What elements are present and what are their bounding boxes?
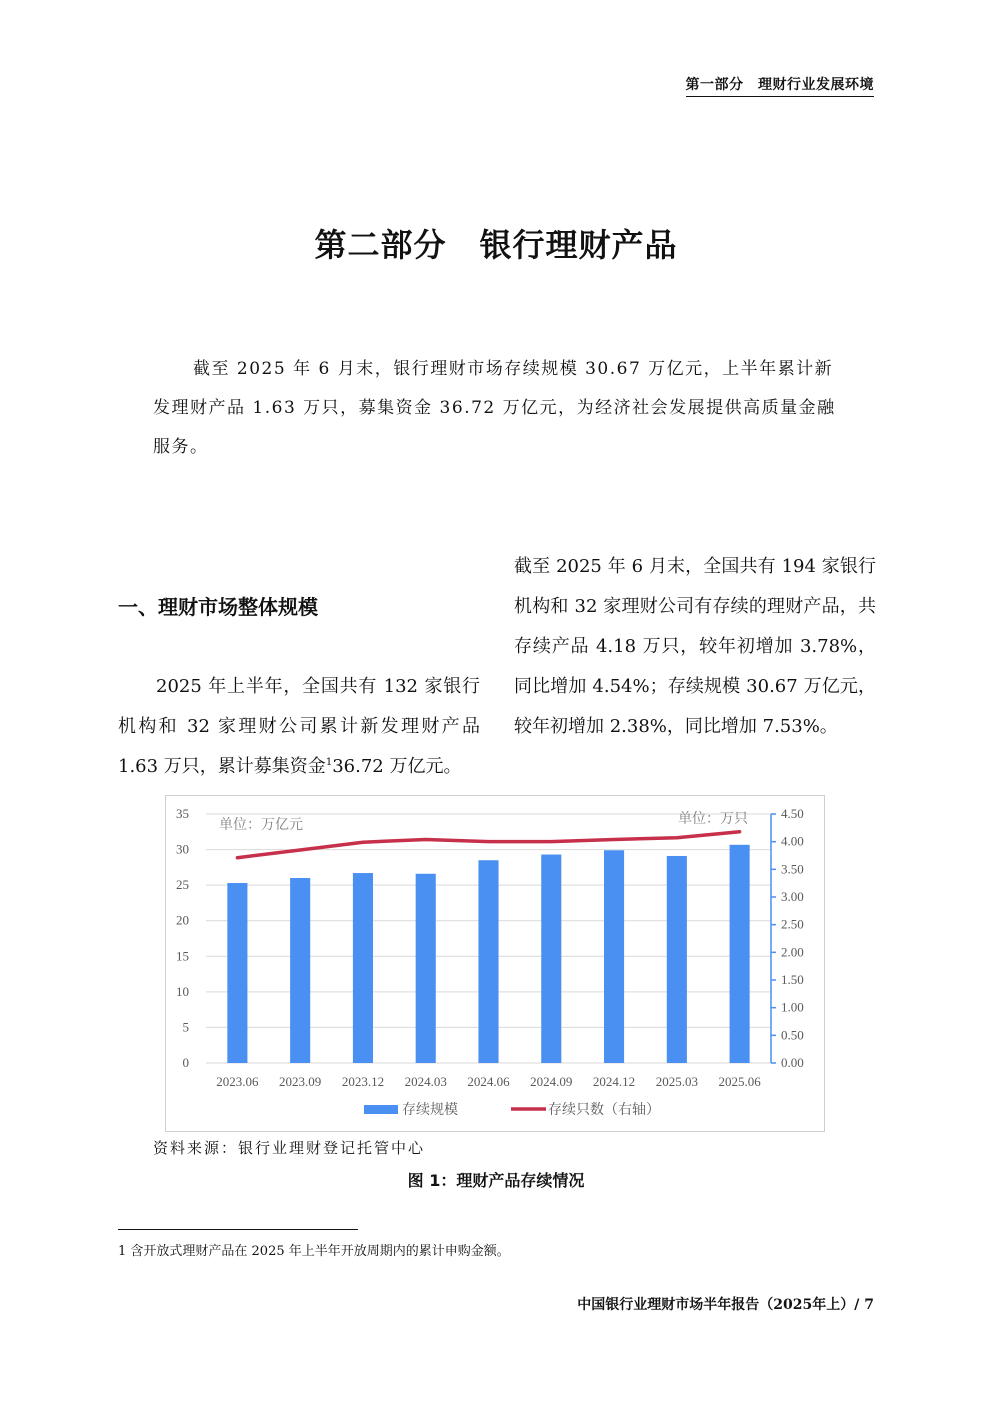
legend-label: 存续只数（右轴） — [548, 1102, 660, 1118]
x-tick-label: 2024.03 — [404, 1074, 447, 1089]
body-paragraph-2: 截至 2025 年 6 月末，全国共有 194 家银行机构和 32 家理财公司有存续的理财产品，共存续产品 4.18 万只，较年初增加 3.78%，同比增加 4.54%；存续规模 30.67 万亿元，较年初增加 2.38%，同比增加 7.53%。 — [514, 556, 876, 737]
bar — [667, 856, 687, 1063]
footnote-mark[interactable]: 1 — [325, 757, 333, 768]
y-right-tick-label: 0.50 — [781, 1027, 804, 1043]
left-column — [118, 587, 480, 787]
x-tick-label: 2024.06 — [467, 1074, 510, 1089]
series-line — [237, 832, 739, 858]
bar — [290, 878, 310, 1063]
y-right-tick-label: 3.00 — [781, 889, 804, 904]
y-right-tick-label: 0.00 — [781, 1055, 804, 1070]
y-right-tick-label: 4.50 — [781, 806, 804, 821]
intro-paragraph: 截至 2025 年 6 月末，银行理财市场存续规模 30.67 万亿元，上半年累计新发理财产品 1.63 万只，募集资金 36.72 万亿元，为经济社会发展提供高质量金融服务。 — [153, 359, 836, 457]
left-unit-label: 单位：万亿元 — [219, 817, 303, 833]
y-left-tick-label: 10 — [176, 983, 189, 999]
y-left-tick-label: 25 — [176, 877, 189, 893]
right-column — [514, 547, 876, 747]
y-right-tick-label: 3.50 — [781, 861, 804, 877]
chart-source: 资料来源：银行业理财登记托管中心 — [153, 1139, 426, 1157]
y-left-tick-label: 35 — [176, 806, 189, 821]
y-left-tick-label: 30 — [176, 841, 189, 857]
y-left-tick-label: 0 — [182, 1055, 189, 1070]
y-right-tick-label: 2.50 — [781, 916, 804, 932]
bar — [478, 860, 498, 1063]
bar — [416, 874, 436, 1063]
y-right-tick-label: 1.00 — [781, 999, 804, 1015]
part-title: 第二部分 银行理财产品 — [314, 226, 678, 264]
footnote: 1 含开放式理财产品在 2025 年上半年开放周期内的累计申购金额。 — [118, 1244, 510, 1259]
x-tick-label: 2025.06 — [718, 1074, 761, 1089]
x-tick-label: 2024.09 — [530, 1074, 573, 1089]
bar — [353, 873, 373, 1063]
page-footer: 中国银行业理财市场半年报告（2025年上）/ 7 — [577, 1297, 874, 1313]
right-unit-label: 单位：万只 — [678, 811, 748, 827]
bar — [604, 850, 624, 1063]
x-tick-label: 2024.12 — [592, 1074, 636, 1089]
bar — [730, 845, 750, 1063]
y-right-tick-label: 4.00 — [781, 833, 804, 849]
figure-caption: 图 1：理财产品存续情况 — [407, 1171, 585, 1190]
y-left-tick-label: 5 — [182, 1019, 189, 1035]
y-left-tick-label: 20 — [176, 912, 189, 928]
legend-label: 存续规模 — [402, 1102, 458, 1118]
para1-text: 2025 年上半年，全国共有 132 家银行机构和 32 家理财公司累计新发理财产品 1.63 万只，累计募集资金 — [118, 676, 480, 777]
y-right-tick-label: 1.50 — [781, 972, 804, 987]
x-tick-label: 2023.09 — [279, 1074, 322, 1089]
x-tick-label: 2023.12 — [341, 1074, 385, 1089]
x-tick-label: 2025.03 — [655, 1074, 698, 1089]
para1-text-end: 36.72 万亿元。 — [332, 756, 462, 777]
x-tick-label: 2023.06 — [216, 1074, 259, 1089]
legend-swatch-bar — [364, 1105, 398, 1114]
y-left-tick-label: 15 — [176, 948, 189, 964]
chart — [165, 795, 825, 1132]
body-paragraph-1 — [118, 667, 480, 787]
chart-svg — [166, 796, 826, 1133]
bar — [227, 883, 247, 1063]
bar — [541, 855, 561, 1063]
running-header: 第一部分 理财行业发展环境 — [686, 74, 875, 97]
y-right-tick-label: 2.00 — [781, 944, 804, 960]
footnote-divider — [118, 1229, 358, 1230]
section-heading: 一、理财市场整体规模 — [118, 595, 318, 619]
